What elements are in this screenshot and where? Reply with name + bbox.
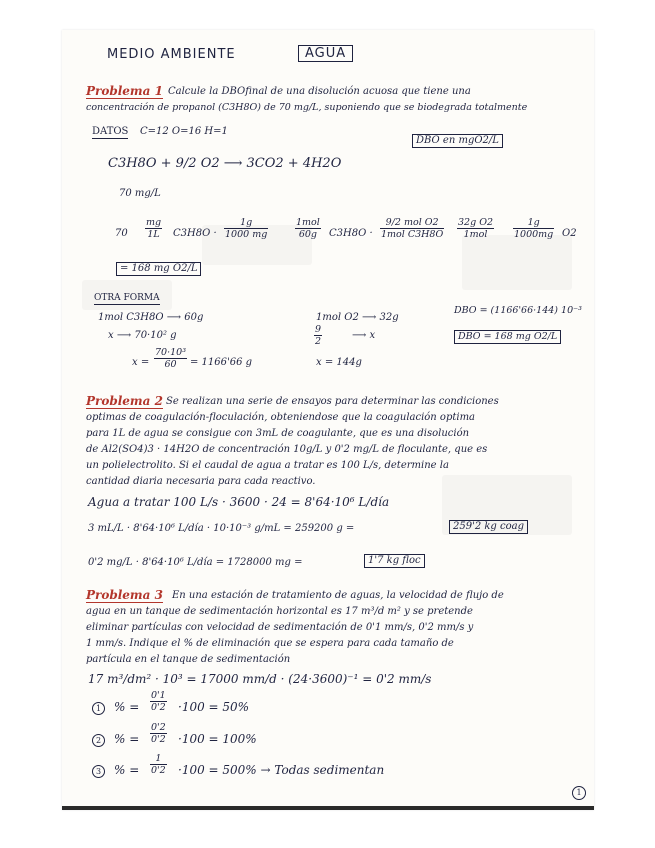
fraction: $\frac{1g}{1000 mg}$ <box>225 217 268 240</box>
percent-label: % = <box>114 700 140 714</box>
water-flow-calc: Agua a tratar 100 L/s · 3600 · 24 = 8'64·10⁶ L/día <box>88 495 390 509</box>
problem-2-statement: de Al2(SO4)3 · 14H2O de concentración 10g/L y 0'2 mg/L de floculante, que es <box>86 444 488 455</box>
case-number-badge: 3 <box>92 765 105 778</box>
page-title: MEDIO AMBIENTE <box>107 47 236 62</box>
bleed-through-shadow <box>462 235 572 290</box>
species: C3H8O · <box>173 228 217 239</box>
page-subtitle: AGUA <box>298 45 353 62</box>
percent-label: % = <box>114 763 140 777</box>
otra-line-1: 1mol C3H8O ⟶ 60g <box>98 312 204 323</box>
case-3-result: ·100 = 500% → Todas sedimentan <box>178 763 385 777</box>
reaction-equation: C3H8O + 9/2 O2 ⟶ 3CO2 + 4H2O <box>108 156 342 171</box>
problem-3-statement: agua en un tanque de sedimentación horizontal es 17 m³/d m² y se pretende <box>86 606 473 617</box>
page-bottom-edge <box>62 806 594 810</box>
fraction: $\frac{0'2}{0'2}$ <box>151 722 166 745</box>
problem-3-statement: 1 mm/s. Indique el % de eliminación que se espera para cada tamaño de <box>86 638 454 649</box>
problem-2-statement: para 1L de agua se consigue con 3mL de coagulante, que es una disolución <box>86 428 470 439</box>
problem-2-statement: optimas de coagulación-floculación, obteniendose que la coagulación optima <box>86 412 476 423</box>
floculant-calc: 0'2 mg/L · 8'64·10⁶ L/día = 1728000 mg = <box>88 557 303 568</box>
problem-2-statement: Se realizan una serie de ensayos para determinar las condiciones <box>166 396 499 407</box>
result-box: = 168 mg O2/L <box>116 262 201 276</box>
problem-2-statement: un polielectrolito. Si el caudal de agua a tratar es 100 L/s, determine la <box>86 460 449 471</box>
otra-line-2: x ⟶ 70·10² g <box>108 330 177 341</box>
floculant-result-box: 1'7 kg floc <box>364 554 425 568</box>
problem-2-statement: cantidad diaria necesaria para cada reactivo. <box>86 476 316 487</box>
case-number-badge: 1 <box>92 702 105 715</box>
coagulant-calc: 3 mL/L · 8'64·10⁶ L/día · 10·10⁻³ g/mL = 259200 g = <box>88 523 355 534</box>
species: C3H8O · <box>329 228 373 239</box>
datos-values: C=12 O=16 H=1 <box>140 126 228 137</box>
oxygen-line-1: 1mol O2 ⟶ 32g <box>316 312 399 323</box>
coagulant-result-box: 259'2 kg coag <box>449 520 528 534</box>
datos-label: DATOS <box>92 126 129 137</box>
notebook-page <box>62 30 594 810</box>
problem-1-statement: concentración de propanol (C3H8O) de 70 mg/L, suponiendo que se biodegrada totalmente <box>86 102 528 113</box>
fraction: 9/2 mol O2 1mol C3H8O <box>381 217 444 240</box>
oxygen-line-3: x = 144g <box>316 357 362 368</box>
problem-3-label: Problema 3 <box>86 588 163 602</box>
fraction: 32g O2 1mol <box>458 217 494 240</box>
target-box: DBO en mgO2/L <box>412 134 503 148</box>
otra-forma-label: OTRA FORMA <box>94 293 160 303</box>
oxygen-line-2: ⟶ x <box>352 330 376 341</box>
otra-line-3-result: = 1166'66 g <box>190 357 253 368</box>
problem-3-statement: En una estación de tratamiento de aguas, la velocidad de flujo de <box>172 590 504 601</box>
fraction: 1mol 60g <box>296 217 320 240</box>
species: O2 <box>562 228 577 239</box>
problem-2-label: Problema 2 <box>86 394 163 408</box>
fraction: $\frac{1g}{1000mg}$ <box>514 217 554 240</box>
chain-start: 70 <box>115 228 128 239</box>
fraction: $\frac{9}{2}$ <box>315 324 322 347</box>
problem-1-label: Problema 1 <box>86 84 163 98</box>
velocity-calc: 17 m³/dm² · 10³ = 17000 mm/d · (24·3600)⁻¹ = 0'2 mm/s <box>88 672 432 686</box>
fraction: $\frac{\text{70·10³}}{60}$ <box>155 347 187 370</box>
problem-1-statement: Calcule la DBOfinal de una disolución acuosa que tiene una <box>168 86 471 97</box>
fraction: $\frac{0'1}{0'2}$ <box>151 690 166 713</box>
dbo-calc: DBO = (1166'66·144) 10⁻³ <box>454 305 582 316</box>
fraction: $\frac{mg}{1L}$ <box>146 217 162 240</box>
case-1-result: ·100 = 50% <box>178 700 250 714</box>
case-2-result: ·100 = 100% <box>178 732 257 746</box>
problem-3-statement: partícula en el tanque de sedimentación <box>86 654 291 665</box>
problem-3-statement: eliminar partículas con velocidad de sedimentación de 0'1 mm/s, 0'2 mm/s y <box>86 622 474 633</box>
otra-line-3: x = <box>132 357 150 368</box>
dbo-result-box: DBO = 168 mg O2/L <box>454 330 561 344</box>
page-number: 1 <box>572 786 586 800</box>
concentration: 70 mg/L <box>119 188 161 199</box>
fraction: $\frac{1}{0'2}$ <box>151 753 166 776</box>
case-number-badge: 2 <box>92 734 105 747</box>
percent-label: % = <box>114 732 140 746</box>
